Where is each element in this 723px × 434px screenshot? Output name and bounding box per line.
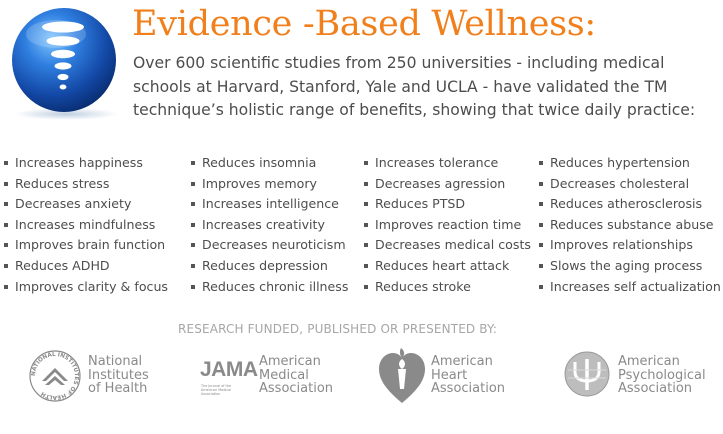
benefits-column-1	[0, 153, 168, 297]
intro-line-1: Over 600 scientific studies from 250 universities - including medical	[133, 54, 665, 72]
benefit-item: Improves reaction time	[360, 215, 531, 236]
benefit-item: Increases happiness	[0, 153, 168, 174]
svg-text:NATIONAL INSTITUTES OF HEALTH	[31, 352, 79, 400]
benefit-item: Increases self actualization	[535, 277, 721, 298]
benefit-item: Reduces ADHD	[0, 256, 168, 277]
benefits-column-3	[360, 153, 531, 297]
benefit-item: Reduces depression	[187, 256, 348, 277]
benefit-item: Increases intelligence	[187, 194, 348, 215]
blue-sphere-logo-icon	[6, 4, 124, 122]
ama-name: American Medical Association	[259, 354, 334, 396]
benefit-item: Improves relationships	[535, 235, 721, 256]
benefit-item: Increases mindfulness	[0, 215, 168, 236]
benefits-grid	[0, 153, 723, 303]
benefit-item: Improves clarity & focus	[0, 277, 168, 298]
nih-seal-text: NATIONAL INSTITUTES OF HEALTH	[30, 351, 80, 401]
intro-line-2: schools at Harvard, Stanford, Yale and UCLA - have validated the TM	[133, 77, 668, 96]
benefit-item: Decreases anxiety	[0, 194, 168, 215]
benefit-item: Slows the aging process	[535, 256, 721, 277]
benefit-item: Reduces stroke	[360, 277, 531, 298]
org-ama	[200, 340, 340, 412]
intro-paragraph	[133, 52, 723, 123]
benefit-item: Reduces PTSD	[360, 194, 531, 215]
nih-name: National Institutes of Health	[88, 354, 149, 396]
benefit-item: Reduces chronic illness	[187, 277, 348, 298]
benefit-item: Increases creativity	[187, 215, 348, 236]
benefit-item: Reduces stress	[0, 174, 168, 195]
benefit-item: Decreases neuroticism	[187, 235, 348, 256]
benefit-item: Decreases agression	[360, 174, 531, 195]
benefit-item: Increases tolerance	[360, 153, 531, 174]
jama-logo-subtitle: The Journal of the American Medical Association	[201, 384, 232, 396]
jama-logo-word: JAMA	[200, 358, 258, 381]
funded-by-heading: RESEARCH FUNDED, PUBLISHED OR PRESENTED BY:	[178, 322, 498, 336]
benefit-item: Reduces substance abuse	[535, 215, 721, 236]
benefits-column-2	[187, 153, 348, 297]
nih-seal-icon	[28, 349, 82, 403]
benefit-item: Improves memory	[187, 174, 348, 195]
org-aha	[377, 340, 517, 412]
org-nih	[28, 340, 158, 412]
page-title: Evidence -Based Wellness:	[132, 4, 596, 44]
org-apa	[563, 340, 713, 412]
benefit-item: Decreases medical costs	[360, 235, 531, 256]
benefit-item: Reduces hypertension	[535, 153, 721, 174]
jama-logo-icon	[200, 358, 256, 402]
benefit-item: Decreases cholesteral	[535, 174, 721, 195]
apa-name: American Psychological Association	[618, 354, 706, 396]
benefit-item: Reduces atherosclerosis	[535, 194, 721, 215]
intro-line-3: technique’s holistic range of benefits, showing that twice daily practice:	[133, 101, 696, 119]
aha-name: American Heart Association	[431, 354, 506, 396]
benefit-item: Improves brain function	[0, 235, 168, 256]
benefit-item: Reduces insomnia	[187, 153, 348, 174]
benefits-column-4	[535, 153, 721, 297]
psi-symbol-icon	[563, 350, 611, 398]
benefit-item: Reduces heart attack	[360, 256, 531, 277]
heart-torch-icon	[377, 345, 427, 405]
